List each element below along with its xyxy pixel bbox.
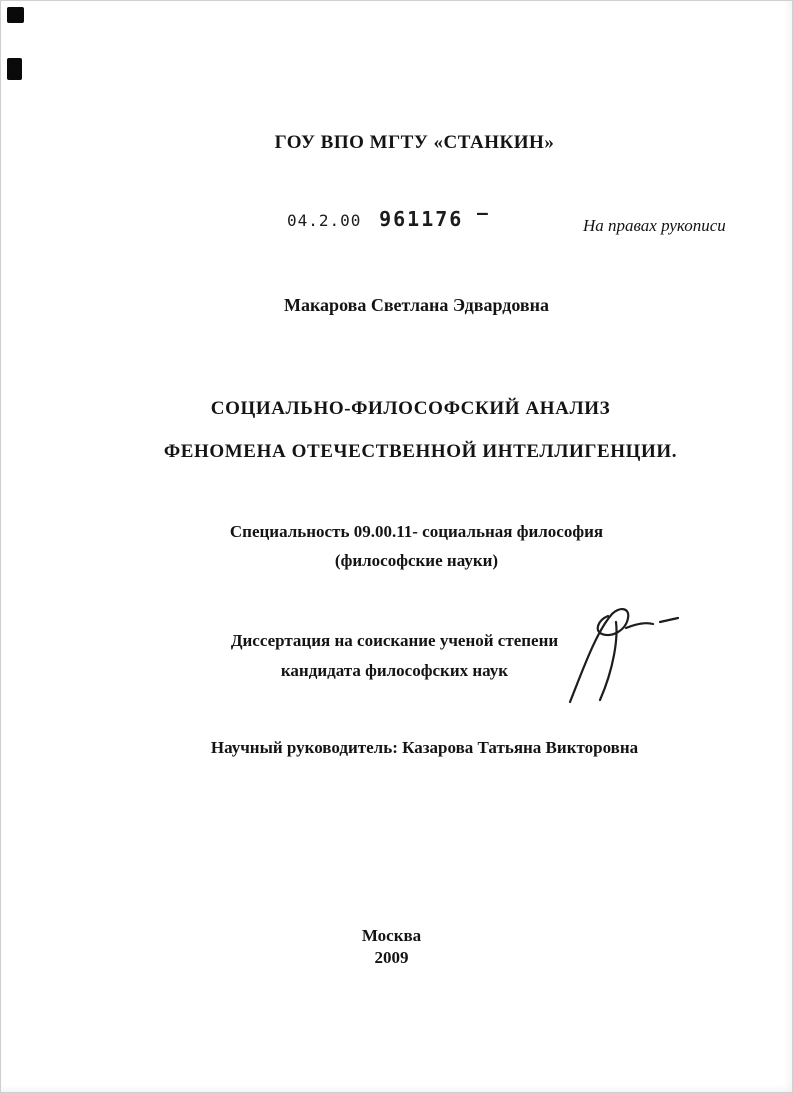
author-name: Макарова Светлана Эдвардовна	[283, 295, 550, 315]
supervisor-line: Научный руководитель: Казарова Татьяна Викторовна	[210, 738, 639, 757]
scan-artifact-mark	[7, 7, 24, 23]
year: 2009	[374, 948, 409, 967]
dissertation-title-line2: ФЕНОМЕНА ОТЕЧЕСТВЕННОЙ ИНТЕЛЛИГЕНЦИИ.	[163, 441, 678, 462]
specialty-line1: Специальность 09.00.11- социальная философия	[229, 522, 604, 541]
degree-statement-line2: кандидата философских наук	[280, 661, 509, 680]
dissertation-title-line1: СОЦИАЛЬНО-ФИЛОСОФСКИЙ АНАЛИЗ	[210, 398, 611, 419]
institution-name: ГОУ ВПО МГТУ «СТАНКИН»	[274, 132, 555, 153]
stamp-number: 961176	[379, 207, 464, 231]
library-stamp	[287, 203, 488, 231]
city: Москва	[361, 926, 422, 945]
handwritten-signature	[556, 598, 686, 708]
degree-statement-line1: Диссертация на соискание ученой степени	[230, 631, 559, 650]
stamp-dash: –	[476, 203, 488, 224]
manuscript-rights-note: На правах рукописи	[583, 216, 726, 235]
stamp-code: 04.2.00	[287, 211, 362, 230]
scan-artifact-mark	[7, 58, 22, 80]
specialty-line2: (философские науки)	[334, 551, 499, 570]
